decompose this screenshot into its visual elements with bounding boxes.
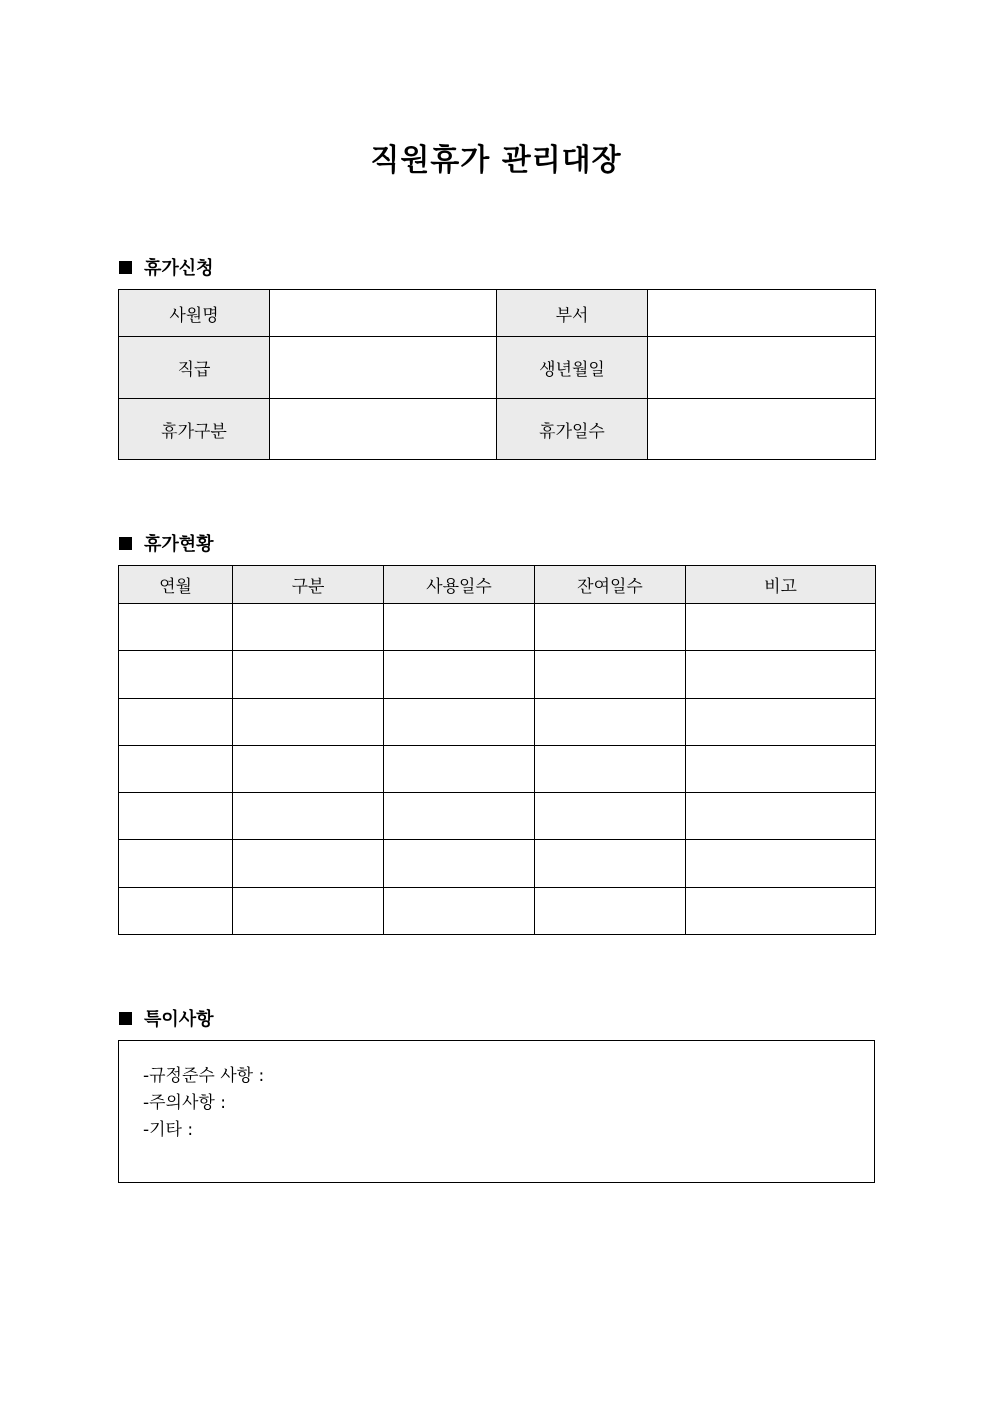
column-header-remarks: 비고 [686,566,876,604]
employee-name-label: 사원명 [119,290,270,337]
category-cell[interactable] [233,651,384,699]
days-remaining-cell[interactable] [535,793,686,840]
section-heading-label: 휴가현황 [144,534,214,555]
category-cell[interactable] [233,746,384,793]
leave-days-field[interactable] [648,399,876,460]
leave-type-field[interactable] [270,399,497,460]
remarks-cell[interactable] [686,651,876,699]
black-square-bullet-icon [119,1012,132,1025]
table-row [119,793,876,840]
month-cell[interactable] [119,604,233,651]
days-used-cell[interactable] [384,604,535,651]
table-row [119,399,876,460]
month-cell[interactable] [119,888,233,935]
days-used-cell[interactable] [384,746,535,793]
remarks-cell[interactable] [686,793,876,840]
black-square-bullet-icon [119,261,132,274]
remarks-cell[interactable] [686,888,876,935]
position-label: 직급 [119,337,270,399]
birthdate-field[interactable] [648,337,876,399]
table-row [119,337,876,399]
table-row [119,699,876,746]
category-cell[interactable] [233,793,384,840]
leave-status-table [118,565,876,935]
remarks-cell[interactable] [686,746,876,793]
days-remaining-cell[interactable] [535,840,686,888]
category-cell[interactable] [233,840,384,888]
page-title: 직원휴가 관리대장 [370,143,622,178]
table-row [119,290,876,337]
employee-name-field[interactable] [270,290,497,337]
section-heading-application [119,254,214,280]
table-row [119,604,876,651]
days-remaining-cell[interactable] [535,746,686,793]
remarks-cell[interactable] [686,840,876,888]
column-header-days-used: 사용일수 [384,566,535,604]
remarks-cell[interactable] [686,604,876,651]
section-heading-status [119,530,214,556]
section-heading-notes [119,1005,214,1031]
position-field[interactable] [270,337,497,399]
column-header-category: 구분 [233,566,384,604]
section-heading-label: 특이사항 [144,1009,214,1030]
leave-application-table [118,289,876,460]
table-row [119,746,876,793]
days-used-cell[interactable] [384,651,535,699]
remarks-cell[interactable] [686,699,876,746]
days-used-cell[interactable] [384,793,535,840]
leave-days-label: 휴가일수 [497,399,648,460]
department-label: 부서 [497,290,648,337]
days-used-cell[interactable] [384,840,535,888]
days-used-cell[interactable] [384,699,535,746]
column-header-days-remaining: 잔여일수 [535,566,686,604]
month-cell[interactable] [119,651,233,699]
note-line-cautions: -주의사항 : [143,1093,226,1113]
days-remaining-cell[interactable] [535,651,686,699]
category-cell[interactable] [233,699,384,746]
black-square-bullet-icon [119,537,132,550]
days-remaining-cell[interactable] [535,699,686,746]
month-cell[interactable] [119,793,233,840]
category-cell[interactable] [233,888,384,935]
table-row [119,840,876,888]
days-used-cell[interactable] [384,888,535,935]
category-cell[interactable] [233,604,384,651]
note-line-compliance: -규정준수 사항 : [143,1066,265,1086]
column-header-month: 연월 [119,566,233,604]
note-line-other: -기타 : [143,1120,194,1140]
month-cell[interactable] [119,746,233,793]
department-field[interactable] [648,290,876,337]
days-remaining-cell[interactable] [535,888,686,935]
month-cell[interactable] [119,699,233,746]
section-heading-label: 휴가신청 [144,258,214,279]
month-cell[interactable] [119,840,233,888]
notes-box[interactable] [118,1040,875,1183]
table-header-row [119,566,876,604]
table-row [119,888,876,935]
days-remaining-cell[interactable] [535,604,686,651]
leave-type-label: 휴가구분 [119,399,270,460]
birthdate-label: 생년월일 [497,337,648,399]
table-row [119,651,876,699]
